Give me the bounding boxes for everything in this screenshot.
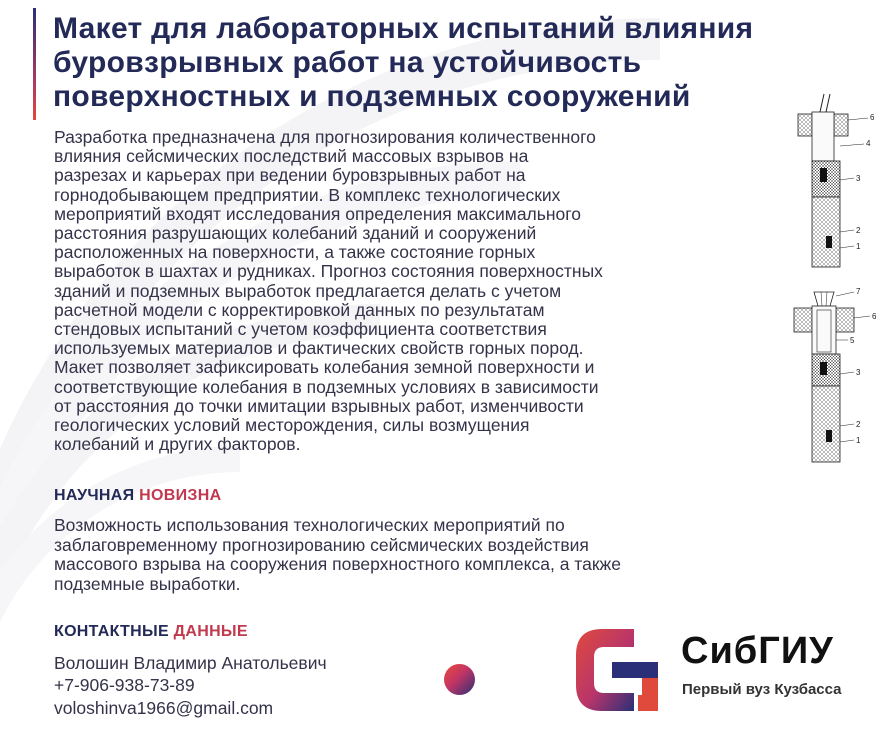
- novelty-line: подземные выработки.: [54, 573, 241, 594]
- intro-paragraph: [54, 128, 759, 454]
- title-line: Макет для лабораторных испытаний влияния: [53, 12, 754, 45]
- page-title: [53, 12, 853, 114]
- contacts-heading: [54, 623, 248, 641]
- contacts-heading-part2: ДАННЫЕ: [173, 623, 248, 640]
- intro-line: геологических условий месторождения, силы возмущения: [54, 415, 530, 436]
- diagram-label: 1: [856, 242, 861, 251]
- intro-line: расчетной модели с корректировкой данных по результатам: [54, 299, 545, 320]
- novelty-heading-part1: НАУЧНАЯ: [54, 487, 135, 504]
- diagram-label: 3: [856, 174, 861, 183]
- intro-line: соответствующие колебания в подземных условиях в зависимости: [54, 376, 599, 397]
- novelty-heading: [54, 487, 221, 505]
- novelty-line: заблаговременному прогнозированию сейсмических воздействия: [54, 534, 589, 555]
- diagram-label: 3: [856, 368, 861, 377]
- diagram-label: 6: [870, 113, 875, 122]
- intro-line: от расстояния до точки имитации взрывных работ, изменчивости: [54, 395, 584, 416]
- diagram-label: 2: [856, 226, 861, 235]
- intro-line: стендовых испытаний с учетом коэффициента соответствия: [54, 319, 547, 340]
- logo-tagline: Первый вуз Кузбасса: [682, 681, 842, 698]
- novelty-paragraph: [54, 516, 814, 594]
- novelty-heading-part2: НОВИЗНА: [139, 487, 222, 504]
- novelty-line: массового взрыва на сооружения поверхностного комплекса, а также: [54, 554, 621, 574]
- title-line: буровзрывных работ на устойчивость: [53, 46, 642, 79]
- intro-line: зданий и подземных выработок предлагается делать с учетом: [54, 280, 562, 301]
- contact-email[interactable]: voloshinva1966@gmail.com: [54, 698, 274, 718]
- intro-line: выработок в шахтах и рудниках. Прогноз состояния поверхностных: [54, 261, 603, 282]
- contacts-heading-part1: КОНТАКТНЫЕ: [54, 623, 169, 640]
- intro-line: Разработка предназначена для прогнозирования количественного: [54, 127, 596, 147]
- novelty-line: Возможность использования технологических мероприятий по: [54, 515, 565, 535]
- contact-phone: +7-906-938-73-89: [54, 675, 195, 695]
- contact-name: Волошин Владимир Анатольевич: [54, 653, 327, 673]
- diagram-label: 5: [850, 336, 855, 345]
- intro-line: Макет позволяет зафиксировать колебания земной поверхности и: [54, 357, 595, 378]
- intro-line: горнодобывающем предприятии. В комплекс технологических: [54, 184, 561, 205]
- intro-line: расстояния разрушающих колебаний зданий и сооружений: [54, 223, 537, 244]
- logo-name: СибГИУ: [681, 630, 834, 672]
- sibgiu-logo-icon: [572, 625, 662, 715]
- intro-line: колебаний и других факторов.: [54, 434, 301, 455]
- intro-line: влияния сейсмических последствий массовых взрывов на: [54, 146, 529, 167]
- diagram-label: 1: [856, 436, 861, 445]
- intro-line: мероприятий входят исследования определения максимального: [54, 203, 582, 224]
- intro-line: разрезах и карьерах при ведении буровзрывных работ на: [54, 165, 526, 186]
- title-line: поверхностных и подземных сооружений: [53, 80, 691, 113]
- intro-line: используемых материалов и фактических свойств горных пород.: [54, 338, 584, 359]
- intro-line: расположенных на поверхности, а также состояние горных: [54, 242, 536, 263]
- diagram-label: 7: [856, 287, 861, 296]
- diagram-label: 2: [856, 420, 861, 429]
- borehole-diagram: [784, 88, 884, 468]
- decorative-gradient-dot: [444, 664, 475, 695]
- title-accent-bar: [33, 8, 36, 120]
- diagram-label: 6: [872, 312, 877, 321]
- diagram-label: 4: [866, 139, 871, 148]
